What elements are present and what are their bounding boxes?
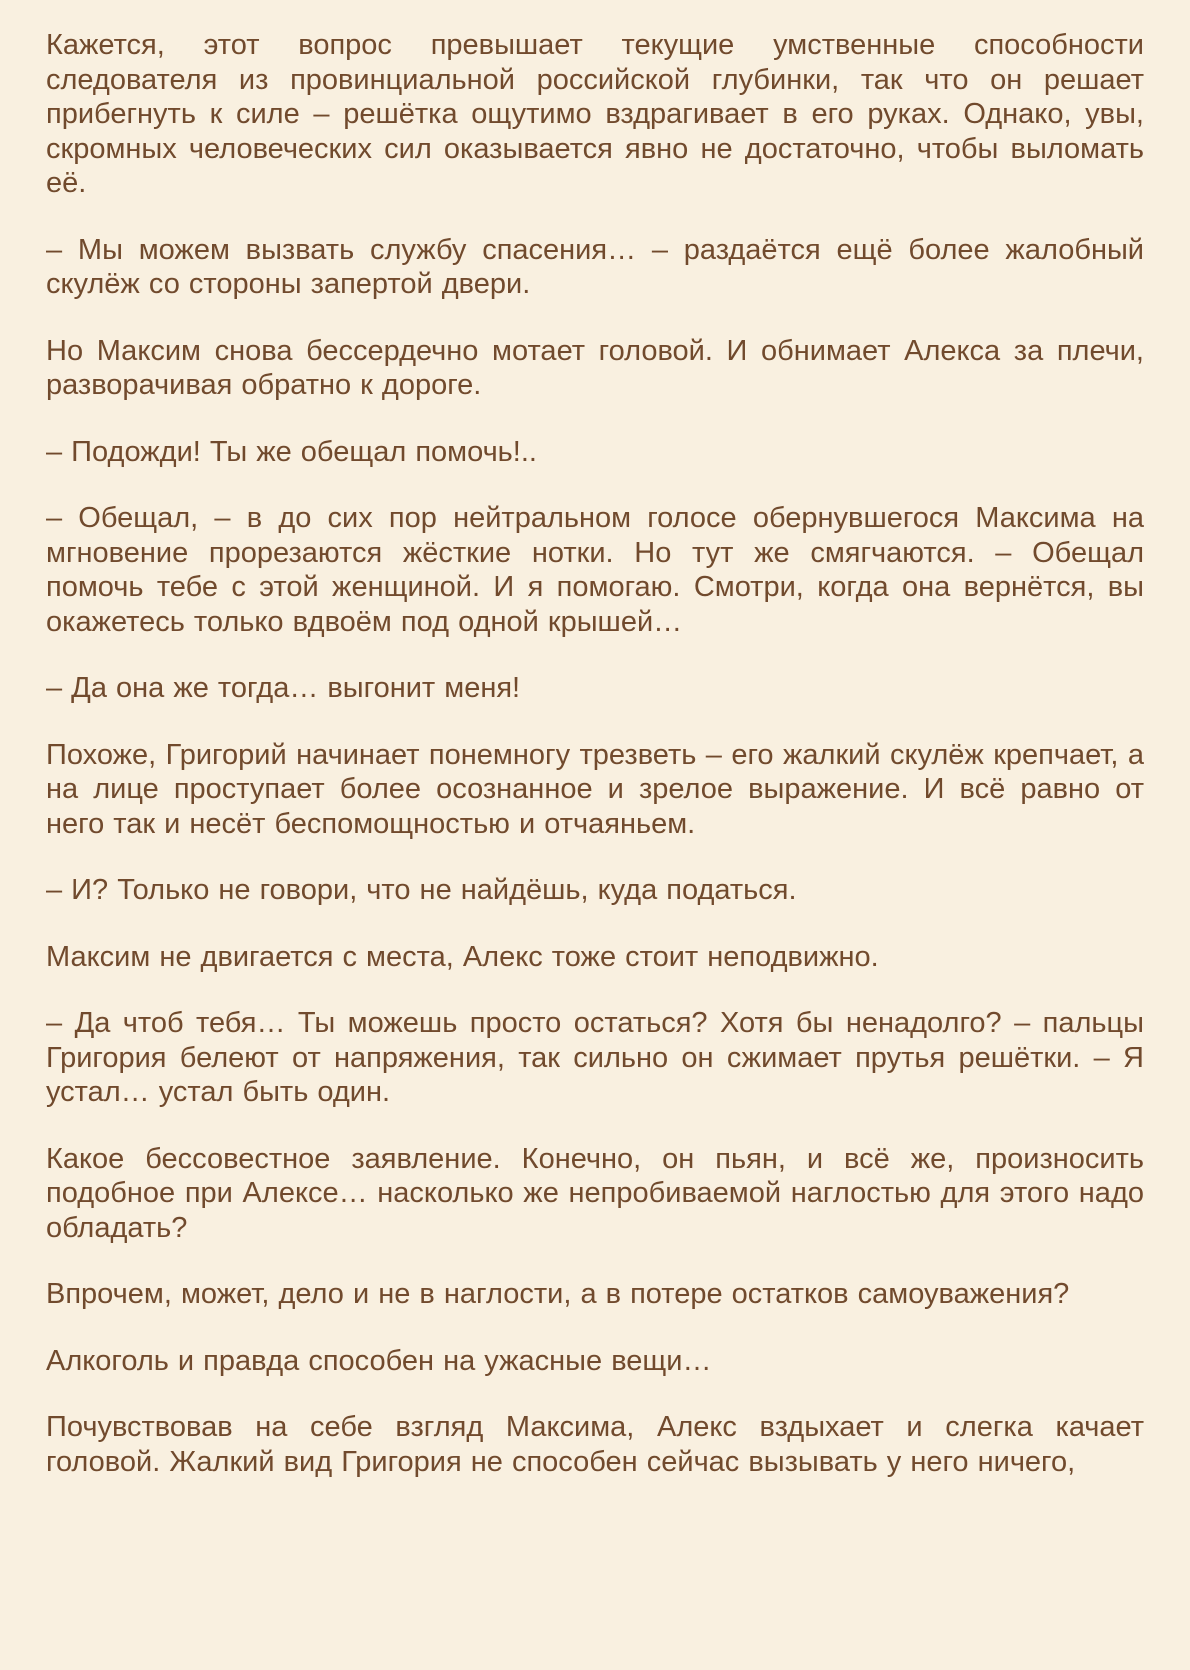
paragraph: Какое бессовестное заявление. Конечно, он пьян, и всё же, произносить подобное при Алексе… насколько же непробиваемой наглостью для этого надо обладать?	[46, 1142, 1144, 1244]
paragraph: – Да она же тогда… выгонит меня!	[46, 672, 521, 704]
paragraph: – Мы можем вызвать службу спасения… – раздаётся ещё более жалобный скулёж со стороны запертой двери.	[46, 233, 1144, 300]
paragraph: – Подожди! Ты же обещал помочь!..	[46, 435, 537, 468]
paragraph: Кажется, этот вопрос превышает текущие умственные способности следователя из провинциальной российской глубинки, так что он решает прибегнуть к силе – решётка ощутимо вздрагивает в его руках. Однако, увы, скромных человеческих сил оказывается явно не достаточно, чтобы выломать её.	[46, 29, 1144, 199]
paragraph: Но Максим снова бессердечно мотает головой. И обнимает Алекса за плечи, разворачивая обратно к дороге.	[46, 334, 1144, 401]
paragraph: – Обещал, – в до сих пор нейтральном голосе обернувшегося Максима на мгновение прорезаются жёсткие нотки. Но тут же смягчаются. – Обещал помочь тебе с этой женщиной. И я помогаю. Смотри, когда она вернётся, вы окажетесь только вдвоём под одной крышей…	[46, 502, 1144, 638]
paragraph: Похоже, Григорий начинает понемногу трезветь – его жалкий скулёж крепчает, а на лице проступает более осознанное и зрелое выражение. И всё равно от него так и несёт беспомощностью и отчаяньем.	[46, 738, 1144, 840]
paragraph: Максим не двигается с места, Алекс тоже стоит неподвижно.	[46, 940, 879, 973]
paragraph: – Да чтоб тебя… Ты можешь просто остаться? Хотя бы ненадолго? – пальцы Григория белеют от напряжения, так сильно он сжимает прутья решётки. – Я устал… устал быть один.	[46, 1007, 1144, 1108]
paragraph: – И? Только не говори, что не найдёшь, куда податься.	[46, 874, 797, 906]
paragraph: Почувствовав на себе взгляд Максима, Алекс вздыхает и слегка качает головой. Жалкий вид Григория не способен сейчас вызывать у него ничего,	[46, 1411, 1144, 1478]
paragraph: Алкоголь и правда способен на ужасные вещи…	[46, 1344, 712, 1377]
paragraph: Впрочем, может, дело и не в наглости, а в потере остатков самоуважения?	[46, 1278, 1070, 1310]
